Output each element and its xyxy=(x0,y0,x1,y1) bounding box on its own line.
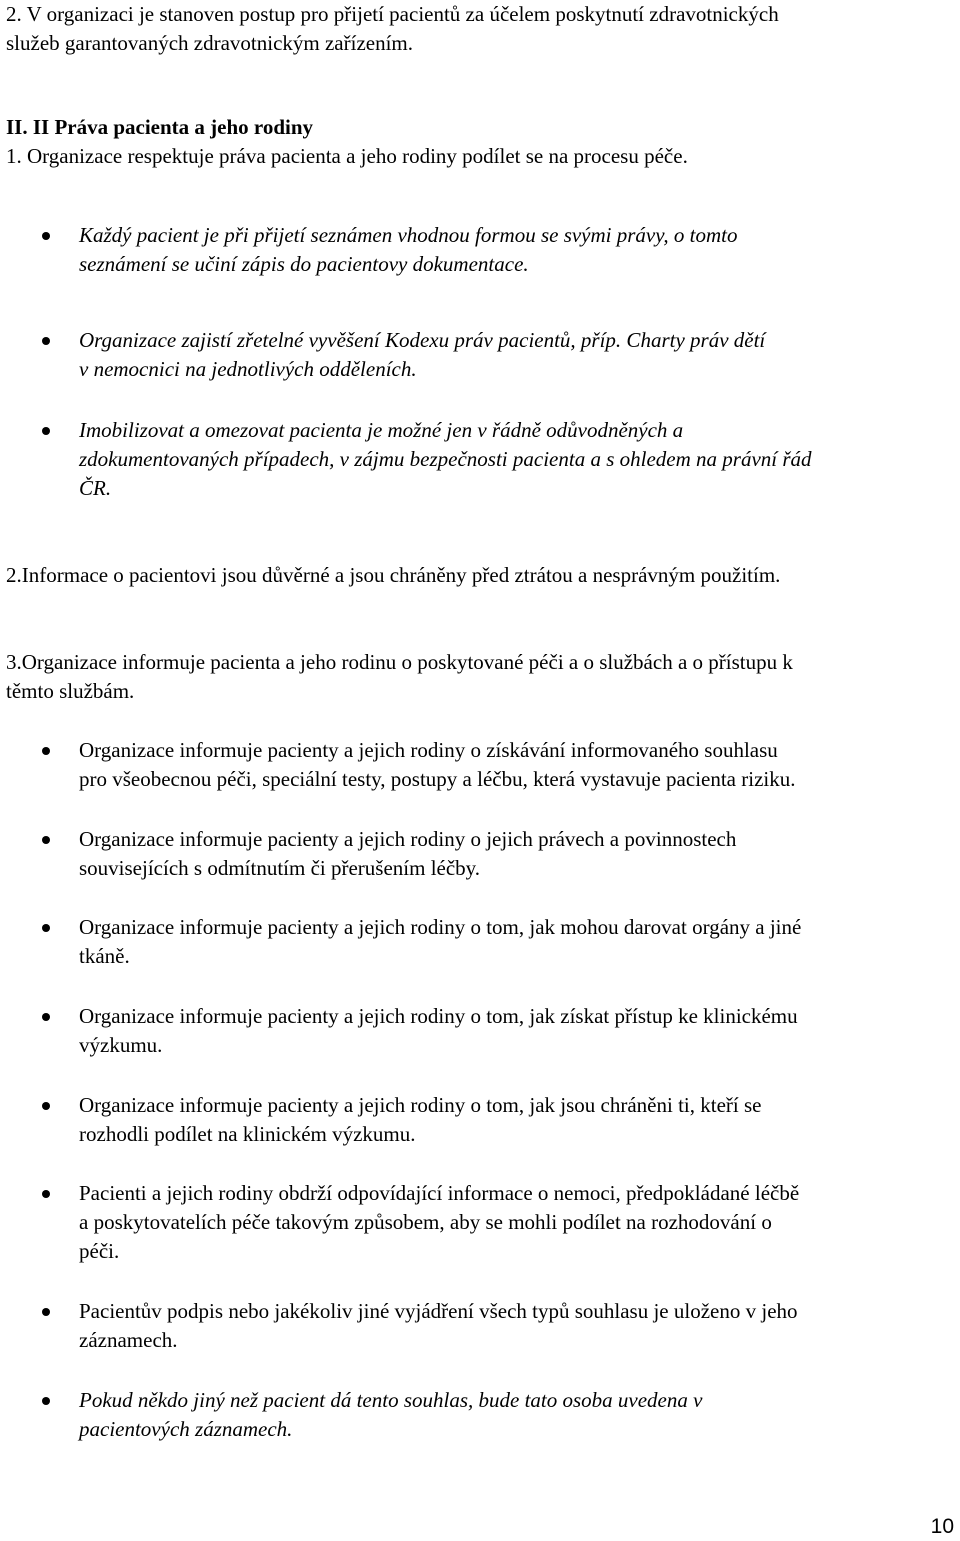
info-list-5 xyxy=(6,1091,958,1149)
intro-line-1: 2. V organizaci je stanoven postup pro přijetí pacientů za účelem poskytnutí zdravotnických xyxy=(6,2,779,26)
page-number: 10 xyxy=(930,1515,954,1538)
point-3: 3.Organizace informuje pacienta a jeho rodinu o poskytované péči a o službách a o přístupu k těmto službám. xyxy=(6,650,793,703)
list-item: Imobilizovat a omezovat pacienta je možné jen v řádně odůvodněných a zdokumentovaných případech, v zájmu bezpečnosti pacienta a s ohledem na právní řád ČR. xyxy=(6,416,958,503)
list-item: Pacienti a jejich rodiny obdrží odpovídající informace o nemoci, předpokládané léčbě a poskytovatelích péče takovým způsobem, aby se mohli podílet na rozhodování o péči. xyxy=(6,1179,958,1266)
rights-list-2 xyxy=(6,326,958,384)
list-item: Každý pacient je při přijetí seznámen vhodnou formou se svými právy, o tomto seznámení se učiní zápis do pacientovy dokumentace. xyxy=(6,221,958,279)
list-item: Organizace informuje pacienty a jejich rodiny o tom, jak získat přístup ke klinickému výzkumu. xyxy=(6,1002,958,1060)
list-item: Pokud někdo jiný než pacient dá tento souhlas, bude tato osoba uvedena v pacientových záznamech. xyxy=(6,1386,958,1444)
bullet-icon xyxy=(42,1102,50,1110)
point-2: 2.Informace o pacientovi jsou důvěrné a jsou chráněny před ztrátou a nesprávným použitím. xyxy=(6,563,781,587)
bullet-icon xyxy=(42,1013,50,1021)
bullet-icon xyxy=(42,232,50,240)
bullet-icon xyxy=(42,1190,50,1198)
bullet-icon xyxy=(42,1308,50,1316)
info-list-6 xyxy=(6,1179,958,1266)
section2-intro xyxy=(6,0,954,58)
rights-list-3 xyxy=(6,416,958,503)
info-list-7 xyxy=(6,1297,958,1355)
info-list-8 xyxy=(6,1386,958,1444)
list-item: Organizace informuje pacienty a jejich rodiny o získávání informovaného souhlasu pro všeobecnou péči, speciální testy, postupy a léčbu, která vystavuje pacienta riziku. xyxy=(6,736,958,794)
bullet-icon xyxy=(42,1397,50,1405)
list-item: Organizace informuje pacienty a jejich rodiny o jejich právech a povinnostech souvisejících s odmítnutím či přerušením léčby. xyxy=(6,825,958,883)
bullet-icon xyxy=(42,337,50,345)
list-item: Pacientův podpis nebo jakékoliv jiné vyjádření všech typů souhlasu je uloženo v jeho záznamech. xyxy=(6,1297,958,1355)
info-list-2 xyxy=(6,825,958,883)
intro-line-2: služeb garantovaných zdravotnickým zařízením. xyxy=(6,31,413,55)
list-item: Organizace zajistí zřetelné vyvěšení Kodexu práv pacientů, příp. Charty práv dětí v nemocnici na jednotlivých odděleních. xyxy=(6,326,958,384)
info-list-4 xyxy=(6,1002,958,1060)
bullet-icon xyxy=(42,427,50,435)
section-heading: II. II Práva pacienta a jeho rodiny xyxy=(6,115,314,139)
info-list-3 xyxy=(6,913,958,971)
bullet-icon xyxy=(42,747,50,755)
info-list-1 xyxy=(6,736,958,794)
bullet-icon xyxy=(42,836,50,844)
list-item: Organizace informuje pacienty a jejich rodiny o tom, jak mohou darovat orgány a jiné tkáně. xyxy=(6,913,958,971)
list-item: Organizace informuje pacienty a jejich rodiny o tom, jak jsou chráněni ti, kteří se rozhodli podílet na klinickém výzkumu. xyxy=(6,1091,958,1149)
rights-list xyxy=(6,221,958,279)
point-1: 1. Organizace respektuje práva pacienta a jeho rodiny podílet se na procesu péče. xyxy=(6,144,688,168)
bullet-icon xyxy=(42,924,50,932)
